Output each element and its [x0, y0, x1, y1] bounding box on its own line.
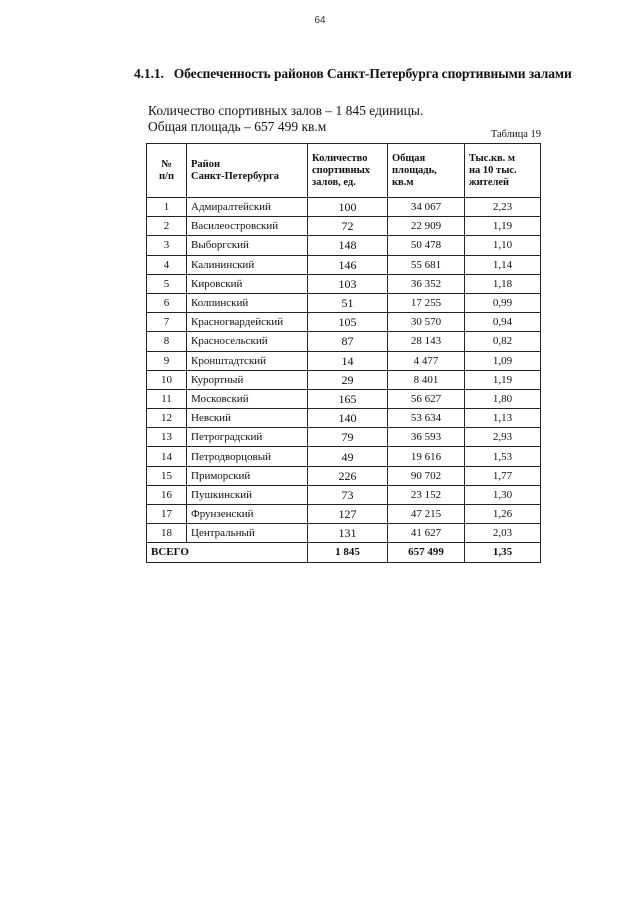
total-area: 41 627: [388, 524, 465, 543]
table-row: [147, 447, 541, 466]
table-row: [147, 409, 541, 428]
table-body: [147, 198, 541, 543]
district-name: Петроградский: [187, 428, 308, 447]
intro-line-area: Общая площадь – 657 499 кв.м: [148, 119, 327, 134]
hall-count: 226: [308, 466, 388, 485]
hall-count: 72: [308, 217, 388, 236]
hall-count: 103: [308, 274, 388, 293]
area-per-10k: 1,14: [465, 255, 541, 274]
row-number: 5: [147, 274, 187, 293]
table-row: [147, 466, 541, 485]
area-per-10k: 1,18: [465, 274, 541, 293]
area-per-10k: 1,19: [465, 370, 541, 389]
area-per-10k: 1,09: [465, 351, 541, 370]
district-name: Василеостровский: [187, 217, 308, 236]
sports-halls-table: [146, 143, 541, 563]
header-total-area: Общая площадь, кв.м: [388, 144, 465, 198]
table-row: [147, 428, 541, 447]
district-name: Красносельский: [187, 332, 308, 351]
total-area: 23 152: [388, 485, 465, 504]
page-number: 64: [314, 15, 326, 26]
hall-count: 49: [308, 447, 388, 466]
total-area: 36 593: [388, 428, 465, 447]
total-area: 90 702: [388, 466, 465, 485]
row-number: 10: [147, 370, 187, 389]
section-heading: [134, 66, 572, 82]
table-row: [147, 505, 541, 524]
area-per-10k: 1,80: [465, 389, 541, 408]
total-label: ВСЕГО: [147, 543, 308, 562]
total-area: 30 570: [388, 313, 465, 332]
hall-count: 79: [308, 428, 388, 447]
total-area: 56 627: [388, 389, 465, 408]
hall-count: 140: [308, 409, 388, 428]
row-number: 3: [147, 236, 187, 255]
hall-count: 148: [308, 236, 388, 255]
total-area: 22 909: [388, 217, 465, 236]
district-name: Центральный: [187, 524, 308, 543]
section-title: Обеспеченность районов Санкт-Петербурга спортивными залами: [173, 66, 572, 81]
total-area-per-10k: 1,35: [465, 543, 541, 562]
row-number: 16: [147, 485, 187, 504]
area-per-10k: 1,30: [465, 485, 541, 504]
area-per-10k: 1,53: [465, 447, 541, 466]
table-row: [147, 293, 541, 312]
hall-count: 146: [308, 255, 388, 274]
total-area: 17 255: [388, 293, 465, 312]
table-row: [147, 351, 541, 370]
row-number: 4: [147, 255, 187, 274]
hall-count: 165: [308, 389, 388, 408]
district-name: Московский: [187, 389, 308, 408]
table-row: [147, 274, 541, 293]
total-area: 36 352: [388, 274, 465, 293]
hall-count: 127: [308, 505, 388, 524]
row-number: 12: [147, 409, 187, 428]
table-row: [147, 524, 541, 543]
district-name: Курортный: [187, 370, 308, 389]
area-per-10k: 1,77: [465, 466, 541, 485]
hall-count: 131: [308, 524, 388, 543]
row-number: 6: [147, 293, 187, 312]
total-area: 28 143: [388, 332, 465, 351]
intro-line-count: Количество спортивных залов – 1 845 единицы.: [148, 103, 424, 118]
total-area: 8 401: [388, 370, 465, 389]
table-caption: Таблица 19: [490, 129, 541, 140]
district-name: Кировский: [187, 274, 308, 293]
table-row: [147, 389, 541, 408]
table-row: [147, 255, 541, 274]
district-name: Приморский: [187, 466, 308, 485]
district-name: Кронштадтский: [187, 351, 308, 370]
district-name: Колпинский: [187, 293, 308, 312]
hall-count: 51: [308, 293, 388, 312]
table-header: [147, 144, 541, 198]
area-per-10k: 2,93: [465, 428, 541, 447]
total-area: 19 616: [388, 447, 465, 466]
row-number: 14: [147, 447, 187, 466]
total-row: [147, 543, 541, 562]
row-number: 1: [147, 198, 187, 217]
total-hall-count: 1 845: [308, 543, 388, 562]
total-area: 34 067: [388, 198, 465, 217]
table-row: [147, 217, 541, 236]
area-per-10k: 1,26: [465, 505, 541, 524]
row-number: 9: [147, 351, 187, 370]
row-number: 11: [147, 389, 187, 408]
district-name: Невский: [187, 409, 308, 428]
district-name: Выборгский: [187, 236, 308, 255]
header-hall-count: Количество спортивных залов, ед.: [308, 144, 388, 198]
total-area: 657 499: [388, 543, 465, 562]
area-per-10k: 2,23: [465, 198, 541, 217]
table-header-row: [147, 144, 541, 198]
district-name: Петродворцовый: [187, 447, 308, 466]
total-area: 50 478: [388, 236, 465, 255]
area-per-10k: 0,99: [465, 293, 541, 312]
district-name: Адмиралтейский: [187, 198, 308, 217]
header-row-number: № п/п: [147, 144, 187, 198]
area-per-10k: 1,13: [465, 409, 541, 428]
area-per-10k: 0,82: [465, 332, 541, 351]
intro-text: [148, 103, 423, 135]
row-number: 13: [147, 428, 187, 447]
area-per-10k: 1,19: [465, 217, 541, 236]
table-row: [147, 370, 541, 389]
total-area: 4 477: [388, 351, 465, 370]
row-number: 17: [147, 505, 187, 524]
section-number: 4.1.1.: [134, 66, 164, 81]
row-number: 2: [147, 217, 187, 236]
header-area-per-10k: Тыс.кв. м на 10 тыс. жителей: [465, 144, 541, 198]
district-name: Пушкинский: [187, 485, 308, 504]
hall-count: 14: [308, 351, 388, 370]
area-per-10k: 1,10: [465, 236, 541, 255]
table-row: [147, 236, 541, 255]
area-per-10k: 0,94: [465, 313, 541, 332]
row-number: 15: [147, 466, 187, 485]
hall-count: 73: [308, 485, 388, 504]
area-per-10k: 2,03: [465, 524, 541, 543]
table-row: [147, 485, 541, 504]
table-row: [147, 198, 541, 217]
hall-count: 105: [308, 313, 388, 332]
total-area: 47 215: [388, 505, 465, 524]
table-row: [147, 313, 541, 332]
total-area: 53 634: [388, 409, 465, 428]
header-district: Район Санкт-Петербурга: [187, 144, 308, 198]
row-number: 18: [147, 524, 187, 543]
district-name: Калининский: [187, 255, 308, 274]
table-total: [147, 543, 541, 562]
hall-count: 100: [308, 198, 388, 217]
district-name: Красногвардейский: [187, 313, 308, 332]
row-number: 7: [147, 313, 187, 332]
row-number: 8: [147, 332, 187, 351]
district-name: Фрунзенский: [187, 505, 308, 524]
table-row: [147, 332, 541, 351]
hall-count: 29: [308, 370, 388, 389]
hall-count: 87: [308, 332, 388, 351]
total-area: 55 681: [388, 255, 465, 274]
